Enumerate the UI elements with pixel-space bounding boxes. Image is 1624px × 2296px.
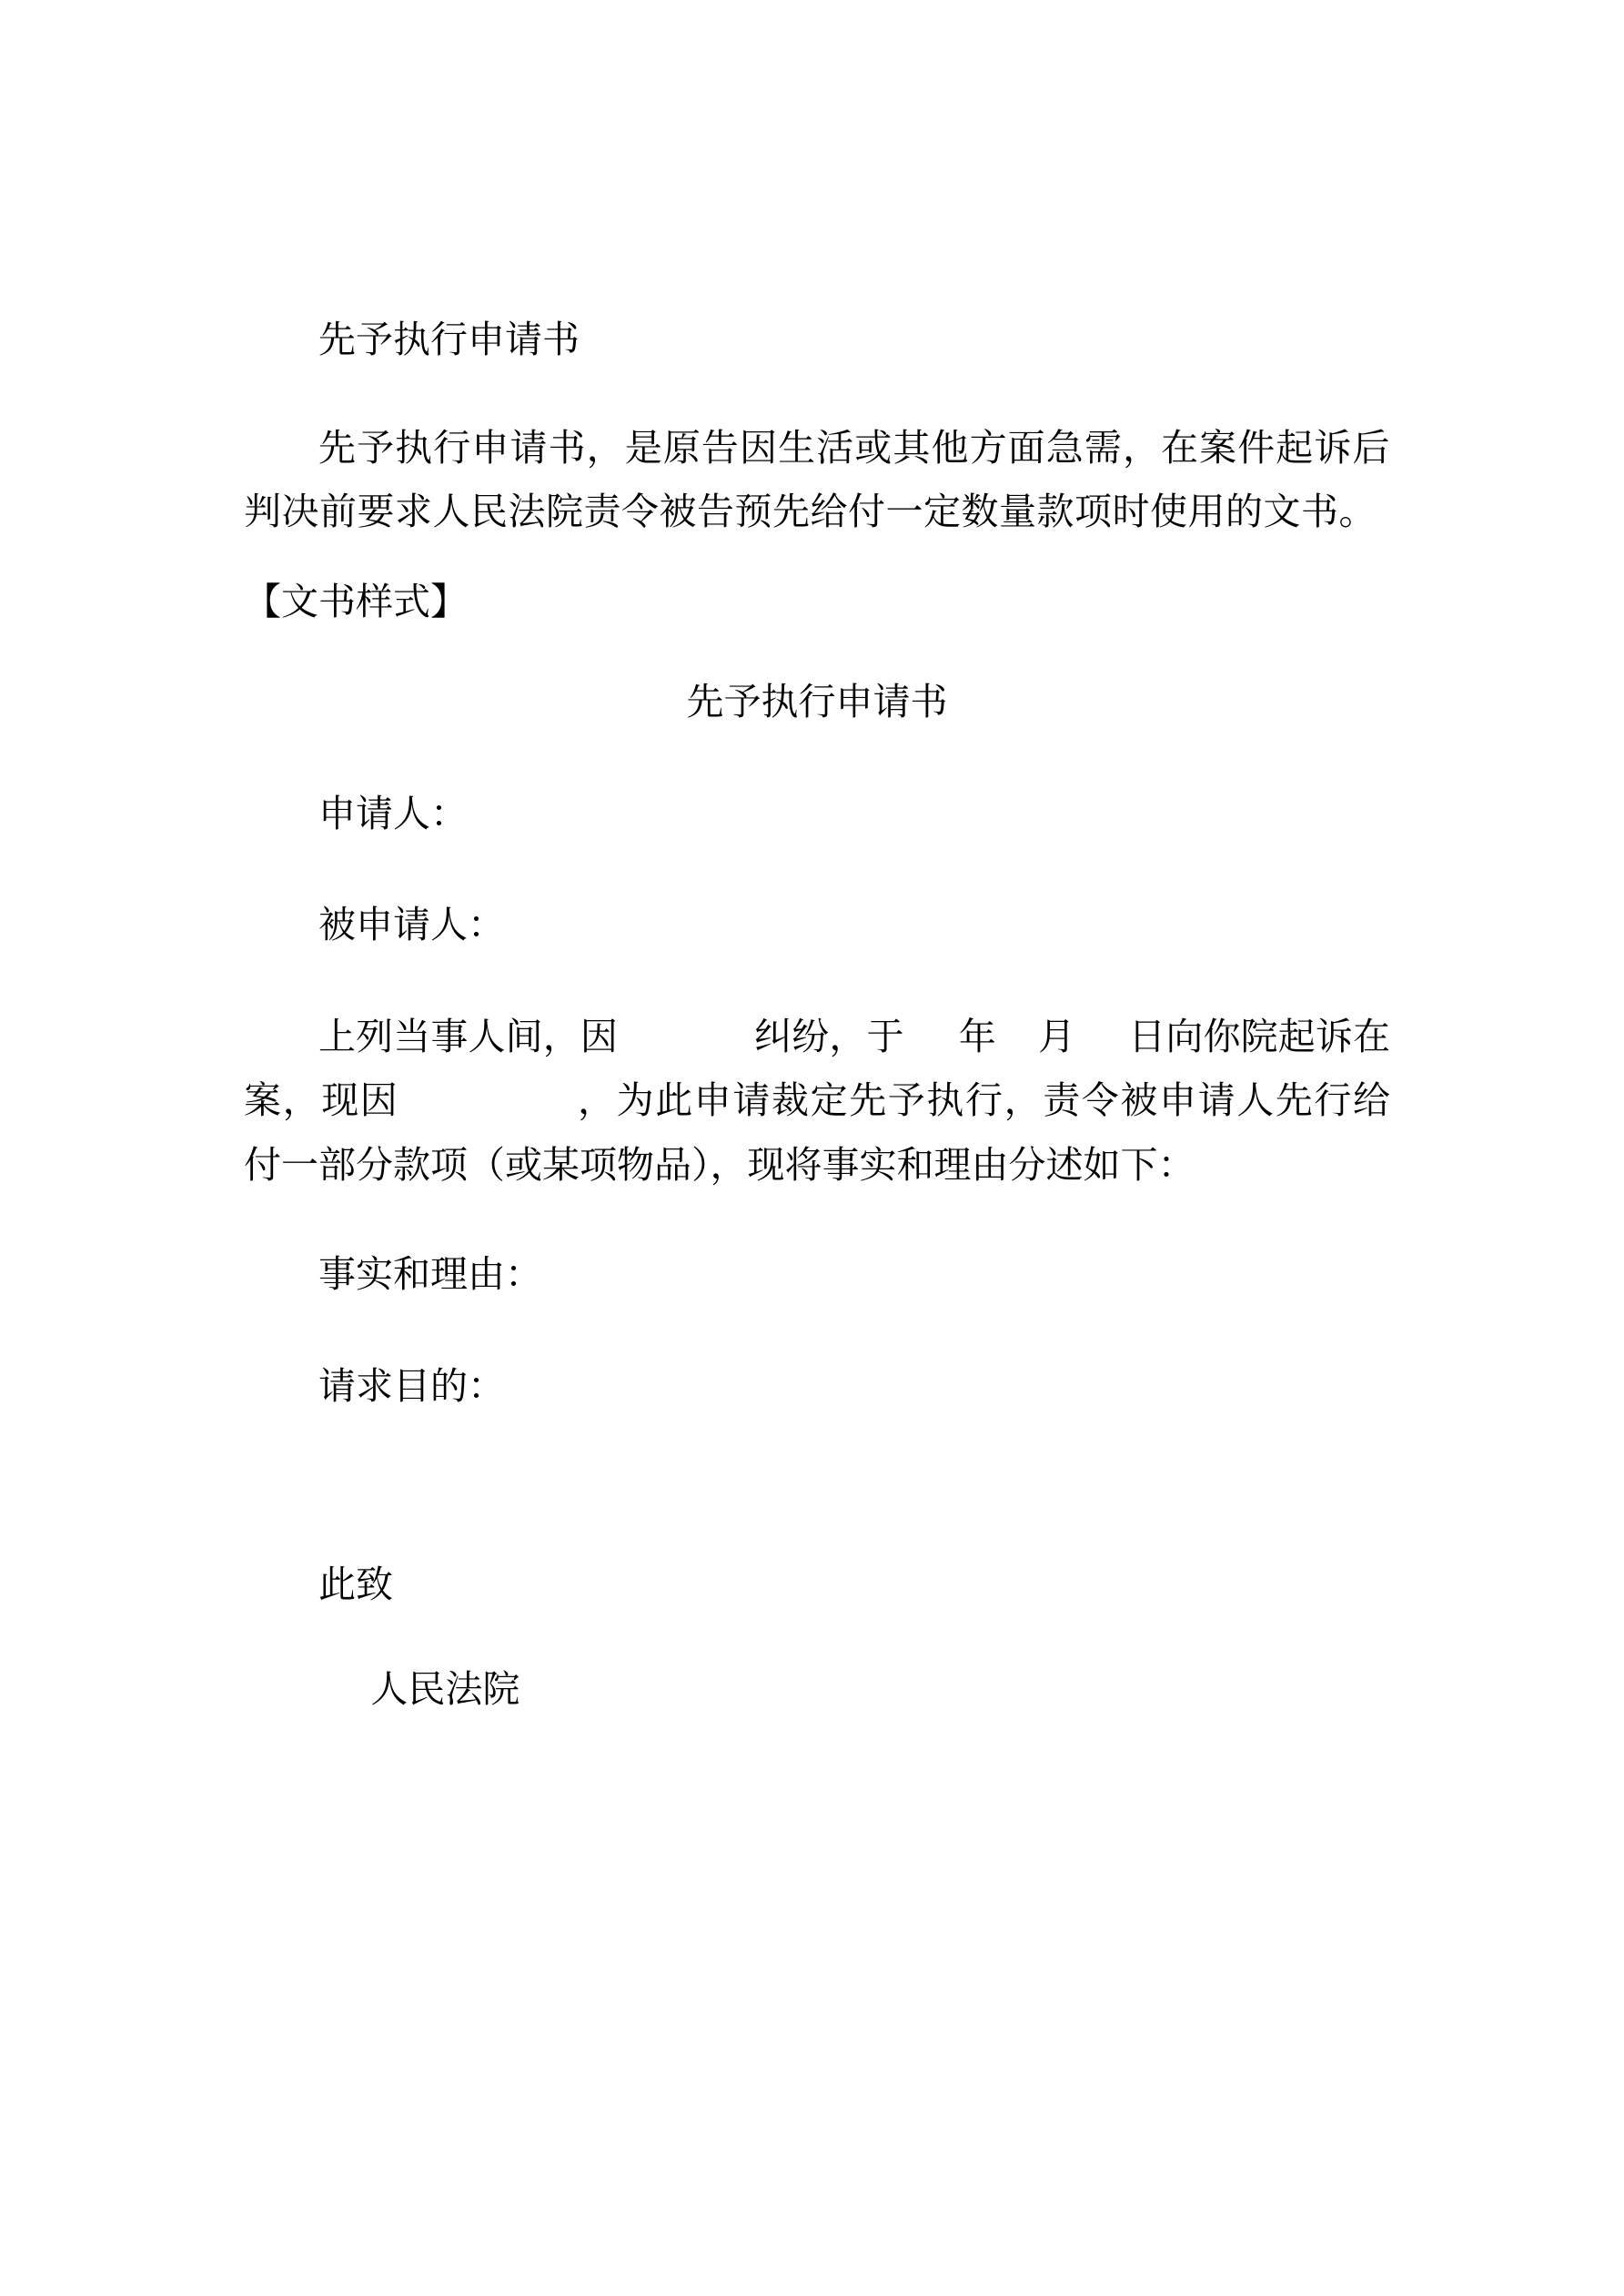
case-text-part-2: 纠纷，于 <box>754 1015 904 1057</box>
case-description-paragraph <box>244 1005 1390 1198</box>
request-purpose-label: 请求目的： <box>318 1364 505 1407</box>
court-label: 人民法院 <box>370 1667 520 1710</box>
closing-label: 此致 <box>318 1563 393 1606</box>
document-heading: 先予执行申请书 <box>318 319 580 360</box>
case-text-part-1: 上列当事人间，因 <box>318 1015 618 1057</box>
case-text-part-5: 日向你院起诉在案，现因 <box>244 1015 1390 1122</box>
document-style-tag: 【文书样式】 <box>244 580 468 622</box>
case-text-part-6: ，为此申请裁定先予执行，责令被申请人先行给付一部分款项（或某项物品），现将事实和理由分述如下： <box>244 1079 1391 1186</box>
document-body <box>244 308 1390 1721</box>
form-title: 先予执行申请书 <box>686 681 948 723</box>
signature-spacer <box>244 1465 1390 1553</box>
case-text-part-3: 年 <box>958 1015 996 1057</box>
intro-paragraph: 先予执行申请书，是原告因生活或其他方面急需，在案件起诉后判决前要求人民法院责令被告预先给付一定数量款项时使用的文书。 <box>244 426 1390 533</box>
facts-and-reasons-label: 事实和理由： <box>318 1253 542 1296</box>
applicant-field-label: 申请人： <box>318 792 468 834</box>
case-text-part-4: 月 <box>1037 1015 1076 1057</box>
respondent-field-label: 被申请人： <box>318 904 505 946</box>
